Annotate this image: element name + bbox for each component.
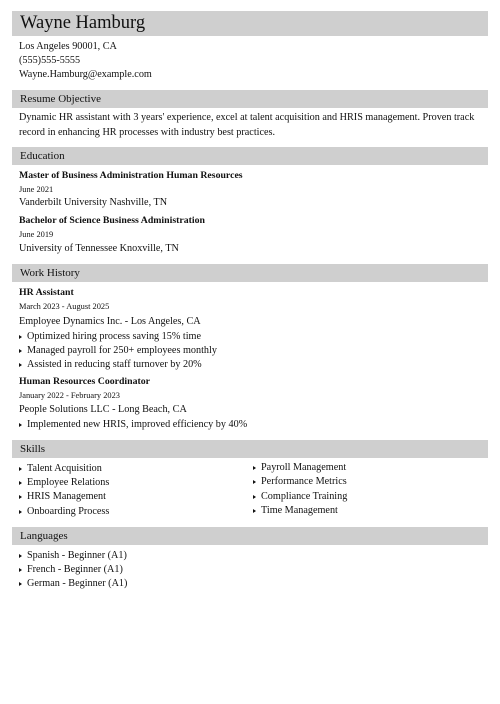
objective-text: Dynamic HR assistant with 3 years' experience, excel at talent acquisition and HRIS management. Proven track record in enhancing HR processes with industry best practices. [19,112,475,138]
name-header [12,11,488,36]
section-title: Resume Objective [20,93,101,105]
education-date: June 2021 [19,185,54,194]
bullet-icon [19,335,22,339]
list-item [253,475,347,489]
section-header-skills [12,440,488,458]
bullet-icon [19,510,22,514]
bullet-icon [19,467,22,471]
bullet-text: Implemented new HRIS, improved efficiency by 40% [27,419,248,430]
language-text: French - Beginner (A1) [27,564,123,575]
bullet-icon [19,582,22,586]
bullet-icon [253,509,256,513]
job-dates: March 2023 - August 2025 [19,302,110,311]
list-item [19,563,123,577]
contact-phone: (555)555-5555 [19,55,81,66]
bullet-icon [19,568,22,572]
skill-text: Payroll Management [261,462,347,473]
list-item [253,504,338,518]
education-date: June 2019 [19,230,54,239]
job-title: HR Assistant [19,287,74,298]
education-degree: Master of Business Administration Human Resources [19,170,243,181]
job-company: Employee Dynamics Inc. - Los Angeles, CA [19,316,201,327]
bullet-icon [19,423,22,427]
skill-text: HRIS Management [27,491,106,502]
list-item [19,418,247,432]
skill-text: Employee Relations [27,477,110,488]
list-item [19,476,109,490]
list-item [253,490,347,504]
bullet-icon [253,466,256,470]
candidate-name: Wayne Hamburg [20,13,146,33]
education-degree: Bachelor of Science Business Administration [19,215,205,226]
list-item [253,461,346,475]
bullet-icon [19,481,22,485]
bullet-icon [19,363,22,367]
bullet-text: Optimized hiring process saving 15% time [27,331,202,342]
section-header-languages [12,527,488,545]
list-item [19,490,106,504]
list-item [19,462,102,476]
skill-text: Time Management [261,505,338,516]
section-header-objective [12,90,488,108]
bullet-icon [253,495,256,499]
list-item [19,358,202,372]
job-title: Human Resources Coordinator [19,376,150,387]
bullet-icon [19,554,22,558]
list-item [19,549,127,563]
skill-text: Talent Acquisition [27,463,102,474]
skill-text: Onboarding Process [27,506,110,517]
contact-address: Los Angeles 90001, CA [19,41,117,52]
bullet-text: Assisted in reducing staff turnover by 20% [27,359,202,370]
job-dates: January 2022 - February 2023 [19,391,120,400]
list-item [19,330,201,344]
section-title: Education [20,150,65,162]
section-header-work-history [12,264,488,282]
section-header-education [12,147,488,165]
bullet-icon [19,495,22,499]
bullet-icon [19,349,22,353]
bullet-icon [253,480,256,484]
list-item [19,577,127,591]
list-item [19,344,217,358]
list-item [19,505,109,519]
language-text: Spanish - Beginner (A1) [27,550,127,561]
section-title: Languages [20,530,68,542]
language-text: German - Beginner (A1) [27,578,128,589]
education-school: Vanderbilt University Nashville, TN [19,197,168,208]
section-title: Work History [20,267,80,279]
section-title: Skills [20,443,46,455]
bullet-text: Managed payroll for 250+ employees monthly [27,345,217,356]
contact-email: Wayne.Hamburg@example.com [19,69,152,80]
skill-text: Performance Metrics [261,476,347,487]
job-company: People Solutions LLC - Long Beach, CA [19,404,187,415]
education-school: University of Tennessee Knoxville, TN [19,243,179,254]
skill-text: Compliance Training [261,491,348,502]
